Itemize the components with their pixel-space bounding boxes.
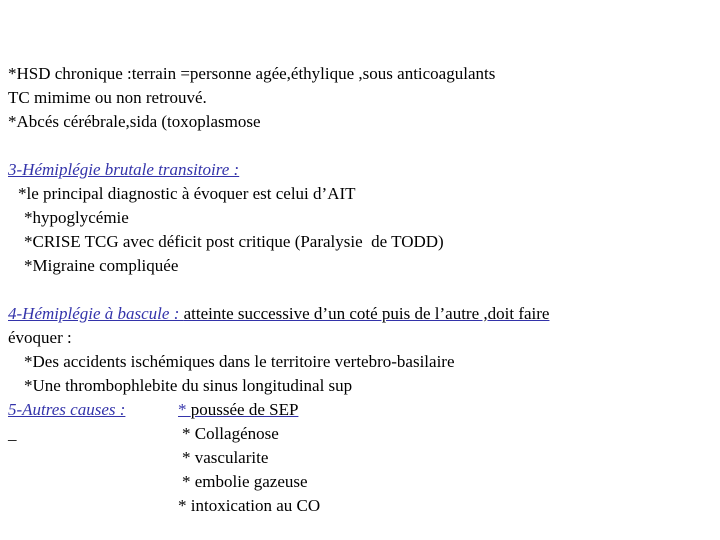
heading-hemiplegie-transitoire: 3-Hémiplégie brutale transitoire :: [8, 160, 240, 179]
list-item-collagenose: * Collagénose: [182, 424, 279, 443]
list-item-accidents-ischemiques: *Des accidents ischémiques dans le territoire vertebro-basilaire: [24, 352, 455, 371]
text-dash: _: [8, 424, 17, 443]
text-evoquer: évoquer :: [8, 328, 72, 347]
heading-hemiplegie-bascule-line: [8, 304, 549, 324]
bullet-marker: *: [178, 400, 191, 419]
list-item-migraine: *Migraine compliquée: [24, 256, 179, 275]
heading-autres-causes: 5-Autres causes :: [8, 400, 126, 419]
text-abces: *Abcés cérébrale,sida (toxoplasmose: [8, 112, 261, 131]
list-item-intoxication-co: * intoxication au CO: [178, 496, 321, 515]
list-item-thrombophlebite: *Une thrombophlebite du sinus longitudinal sup: [24, 376, 353, 395]
list-item-vascularite: * vascularite: [182, 448, 269, 467]
text-tc-mimime: TC mimime ou non retrouvé.: [8, 88, 207, 107]
list-item-hypoglycemie: *hypoglycémie: [24, 208, 129, 227]
text-hsd-chronique: *HSD chronique :terrain =personne agée,éthylique ,sous anticoagulants: [8, 64, 496, 83]
list-item-ait: *le principal diagnostic à évoquer est celui d’AIT: [18, 184, 356, 203]
list-item-sep: poussée de SEP: [190, 400, 299, 419]
list-item-sep-line: [178, 400, 298, 420]
heading-hemiplegie-bascule: 4-Hémiplégie à bascule :: [8, 304, 184, 323]
list-item-embolie-gazeuse: * embolie gazeuse: [182, 472, 308, 491]
text-atteinte-successive: atteinte successive d’un coté puis de l’autre ,doit faire: [183, 304, 550, 323]
list-item-crise-tcg: *CRISE TCG avec déficit post critique (Paralysie de TODD): [24, 232, 444, 251]
